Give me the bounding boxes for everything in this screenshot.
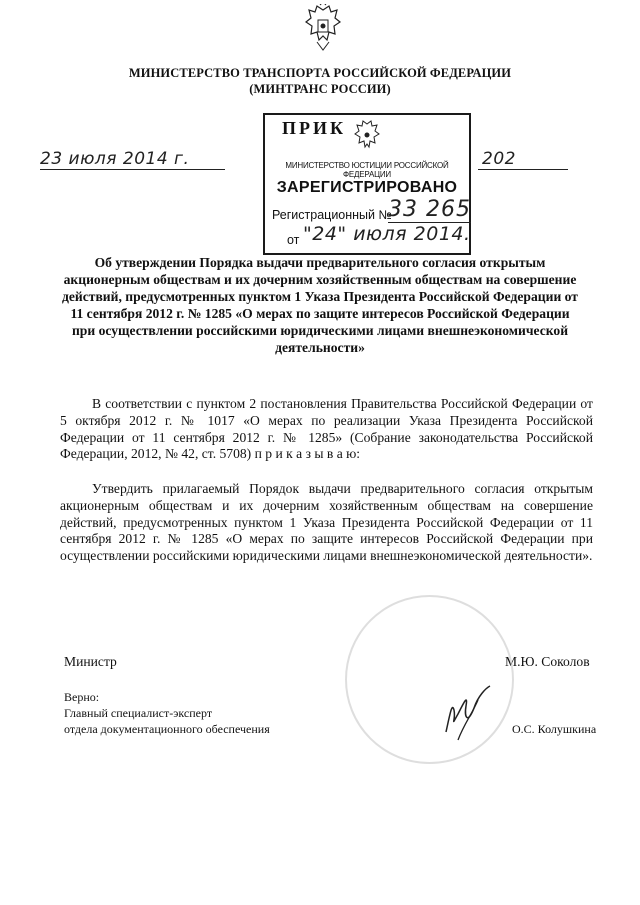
coat-of-arms-emblem — [303, 4, 343, 54]
stamp-emblem-icon — [352, 120, 382, 152]
ministry-short-name: (МИНТРАНС РОССИИ) — [249, 82, 391, 96]
document-title: Об утверждении Порядка выдачи предварительного согласия открытым акционерным обществам и их дочерним хозяйственным обществам на совершение действий, предусмотренных пунктом 1 Указа Президента Российской Федерации от 11 сентября 2012 г. № 1285 «О мерах по защите интересов Российской Федерации при осуществлении российскими юридическими лицами внешнеэкономической деятельности» — [62, 255, 578, 355]
order-date: 23 июля 2014 г. — [40, 149, 225, 170]
certifier-role-line2: отдела документационного обеспечения — [64, 722, 270, 736]
stamp-ministry: МИНИСТЕРСТВО ЮСТИЦИИ РОССИЙСКОЙ ФЕДЕРАЦИИ — [285, 161, 449, 179]
ministry-name: МИНИСТЕРСТВО ТРАНСПОРТА РОССИЙСКОЙ ФЕДЕРАЦИИ — [128, 66, 512, 80]
certifier-name: О.С. Колушкина — [512, 722, 597, 736]
stamp-reg-date: "24" июля 2014. — [303, 223, 471, 245]
preamble-paragraph: В соответствии с пунктом 2 постановления Правительства Российской Федерации от 5 октября 2012 г. № 1017 «О мерах по реализации Указа Президента Российской Федерации от 11 сентября 2012 г. № 1285» (Собрание законодательства Российской Федерации, 2012, № 42, ст. 5708) п р и к а з ы в а ю: — [60, 396, 593, 462]
stamp-registered: ЗАРЕГИСТРИРОВАНО — [276, 179, 458, 196]
stamp-date-label: от — [287, 233, 300, 247]
stamp-reg-label: Регистрационный № — [272, 208, 392, 222]
stamp-title: ПРИК — [282, 118, 347, 138]
handwritten-signature — [438, 684, 498, 744]
order-paragraph: Утвердить прилагаемый Порядок выдачи предварительного согласия открытым акционерным обществам и их дочерним хозяйственным обществам на совершение действий, предусмотренных пунктом 1 Указа Президента Российской Федерации от 11 сентября 2012 г. № 1285 «О мерах по защите интересов Российской Федерации при осуществлении российскими юридическими лицами внешнеэкономической деятельности». — [60, 481, 593, 564]
stamp-reg-number: 33 265 — [388, 197, 471, 222]
order-number: 202 — [478, 149, 568, 170]
signatory-name: М.Ю. Соколов — [505, 654, 590, 669]
verified-label: Верно: — [64, 690, 100, 704]
signatory-position: Министр — [64, 654, 117, 669]
certifier-role-line1: Главный специалист-эксперт — [64, 706, 213, 720]
